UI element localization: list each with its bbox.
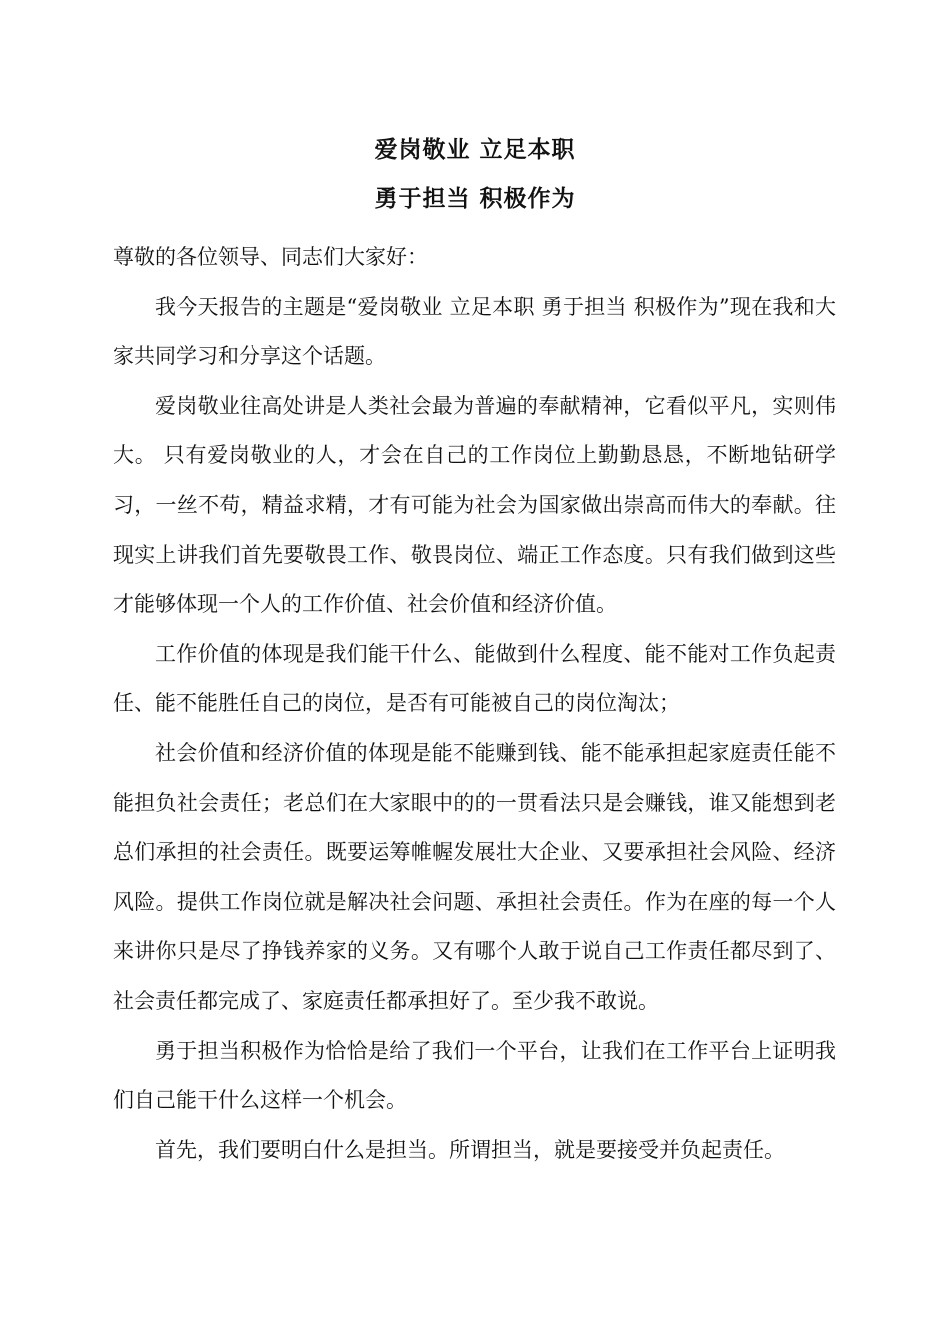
document-title-line-2: 勇于担当 积极作为 (374, 186, 576, 212)
paragraph: 勇于担当积极作为恰恰是给了我们一个平台，让我们在工作平台上证明我们自己能干什么这样一个机会。 (113, 1038, 836, 1113)
paragraph: 我今天报告的主题是“爱岗敬业 立足本职 勇于担当 积极作为”现在我和大家共同学习和分享这个话题。 (113, 294, 836, 369)
paragraph: 首先，我们要明白什么是担当。所谓担当，就是要接受并负起责任。 (155, 1137, 785, 1162)
document-title-line-1: 爱岗敬业 立足本职 (374, 137, 576, 163)
paragraph: 工作价值的体现是我们能干什么、能做到什么程度、能不能对工作负起责任、能不能胜任自己的岗位，是否有可能被自己的岗位淘汰； (113, 641, 836, 716)
document-body (113, 233, 836, 1175)
salutation: 尊敬的各位领导、同志们大家好： (113, 245, 428, 269)
paragraph: 社会价值和经济价值的体现是能不能赚到钱、能不能承担起家庭责任能不能担负社会责任；老总们在大家眼中的的一贯看法只是会赚钱，谁又能想到老总们承担的社会责任。既要运筹帷幄发展壮大企业、又要承担社会风险、经济风险。提供工作岗位就是解决社会问题、承担社会责任。作为在座的每一个人来讲你只是尽了挣钱养家的义务。又有哪个人敢于说自己工作责任都尽到了、社会责任都完成了、家庭责任都承担好了。至少我不敢说。 (113, 740, 836, 1013)
paragraph: 爱岗敬业往高处讲是人类社会最为普遍的奉献精神，它看似平凡，实则伟大。 只有爱岗敬业的人，才会在自己的工作岗位上勤勤恳恳，不断地钻研学习，一丝不苟，精益求精，才有可能为社会为国家做出崇高而伟大的奉献。往现实上讲我们首先要敬畏工作、敬畏岗位、端正工作态度。只有我们做到这些才能够体现一个人的工作价值、社会价值和经济价值。 (113, 393, 836, 617)
